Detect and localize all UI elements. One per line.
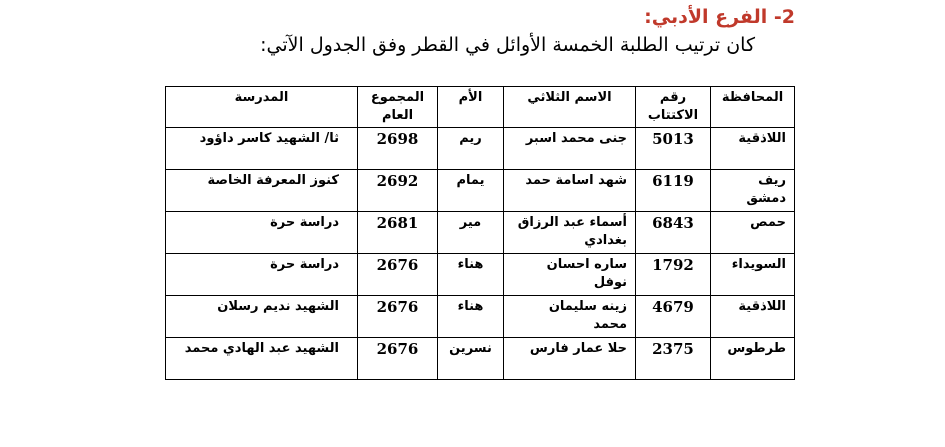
cell-name: أسماء عبد الرزاق بغدادي: [504, 212, 636, 254]
cell-school: ثا/ الشهيد كاسر داؤود: [166, 128, 358, 170]
cell-governorate: طرطوس: [711, 338, 795, 380]
header-governorate: المحافظة: [711, 87, 795, 128]
cell-governorate: اللاذقية: [711, 128, 795, 170]
intro-text: كان ترتيب الطلبة الخمسة الأوائل في القطر وفق الجدول الآتي:: [260, 34, 755, 56]
cell-reg-no: 4679: [636, 296, 711, 338]
cell-mother: هناء: [438, 296, 504, 338]
table-row: [166, 212, 795, 254]
cell-total: 2676: [358, 338, 438, 380]
cell-school: دراسة حرة: [166, 254, 358, 296]
table-row: [166, 296, 795, 338]
header-total-line1: المجموع: [370, 90, 425, 105]
header-reg-no-line2: الاكتتاب: [647, 108, 699, 123]
header-total: [358, 87, 438, 128]
header-total-line2: العام: [381, 108, 414, 123]
cell-mother: ريم: [438, 128, 504, 170]
top-students-table: [165, 86, 795, 380]
cell-mother: مير: [438, 212, 504, 254]
cell-total: 2676: [358, 254, 438, 296]
cell-name: زينه سليمان محمد: [504, 296, 636, 338]
cell-reg-no: 6119: [636, 170, 711, 212]
header-mother: الأم: [438, 87, 504, 128]
cell-reg-no: 1792: [636, 254, 711, 296]
cell-mother: يمام: [438, 170, 504, 212]
cell-reg-no: 6843: [636, 212, 711, 254]
cell-total: 2698: [358, 128, 438, 170]
header-reg-no-line1: رقم: [659, 90, 687, 105]
cell-name: شهد اسامة حمد: [504, 170, 636, 212]
table-row: [166, 254, 795, 296]
cell-governorate: السويداء: [711, 254, 795, 296]
cell-mother: نسرين: [438, 338, 504, 380]
cell-total: 2692: [358, 170, 438, 212]
section-heading: 2- الفرع الأدبي:: [644, 6, 795, 28]
table-row: [166, 170, 795, 212]
cell-name: ساره احسان نوفل: [504, 254, 636, 296]
cell-name: حلا عمار فارس: [504, 338, 636, 380]
cell-reg-no: 2375: [636, 338, 711, 380]
cell-total: 2681: [358, 212, 438, 254]
table-row: [166, 338, 795, 380]
cell-school: الشهيد عبد الهادي محمد: [166, 338, 358, 380]
header-full-name: الاسم الثلاثي: [504, 87, 636, 128]
cell-school: كنوز المعرفة الخاصة: [166, 170, 358, 212]
cell-governorate: حمص: [711, 212, 795, 254]
table-row: [166, 128, 795, 170]
cell-total: 2676: [358, 296, 438, 338]
cell-governorate: ريف دمشق: [711, 170, 795, 212]
cell-governorate: اللاذقية: [711, 296, 795, 338]
cell-reg-no: 5013: [636, 128, 711, 170]
cell-school: دراسة حرة: [166, 212, 358, 254]
cell-name: جنى محمد اسبر: [504, 128, 636, 170]
cell-school: الشهيد نديم رسلان: [166, 296, 358, 338]
header-reg-no: [636, 87, 711, 128]
table-header-row: [166, 87, 795, 128]
header-school: المدرسة: [166, 87, 358, 128]
cell-mother: هناء: [438, 254, 504, 296]
